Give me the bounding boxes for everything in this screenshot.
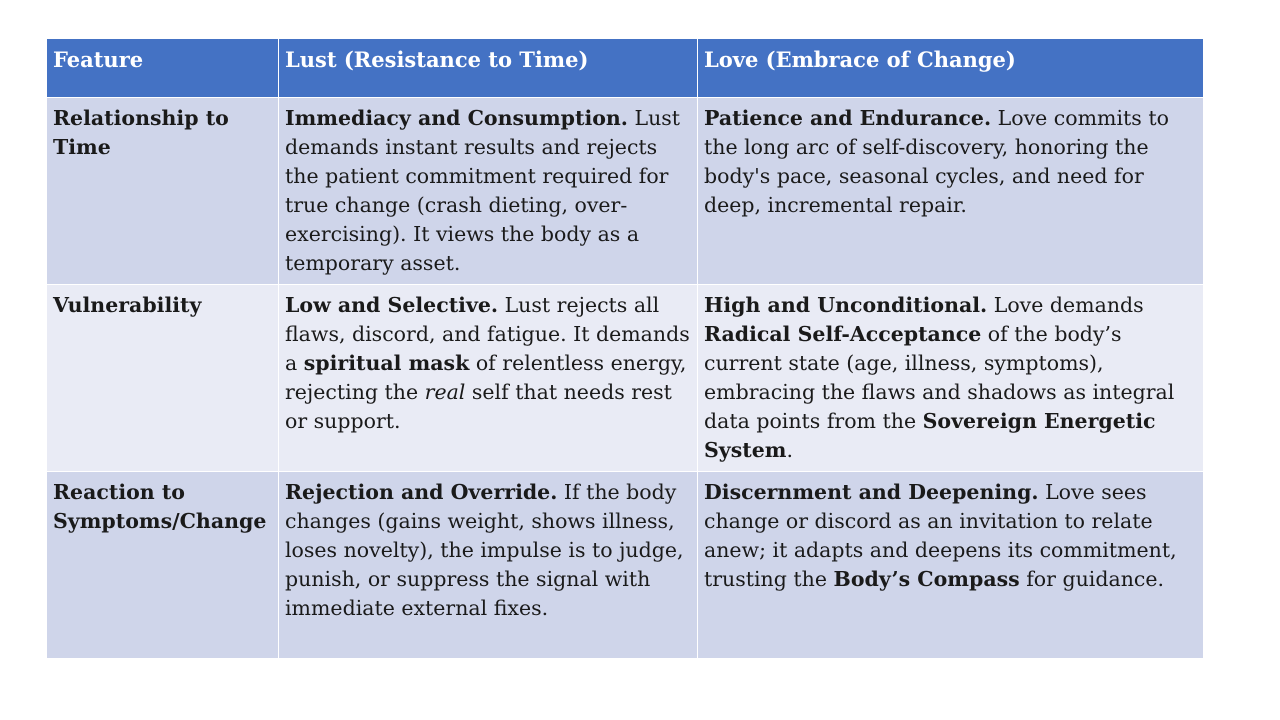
- lust-text: of relentless energy, rejecting the: [285, 351, 687, 404]
- feature-cell: Reaction to Symptoms/Change: [47, 472, 279, 659]
- header-row: [47, 39, 1204, 98]
- love-text: Love demands: [987, 293, 1144, 317]
- love-emphasis: Body’s Compass: [833, 567, 1020, 591]
- love-text: Love sees change or discord as an invitation to relate anew; it adapts and deepens its commitment, trusting the: [704, 480, 1177, 591]
- header-love: Love (Embrace of Change): [698, 39, 1204, 98]
- love-cell: [698, 285, 1204, 472]
- lust-text: If the body changes (gains weight, shows illness, loses novelty), the impulse is to judge, punish, or suppress the signal with immediate external fixes.: [285, 480, 684, 620]
- table-row: [47, 285, 1204, 472]
- header-feature: Feature: [47, 39, 279, 98]
- love-text: of the body’s current state (age, illness, symptoms), embracing the flaws and shadows as integral data points from the: [704, 322, 1175, 433]
- header-lust: Lust (Resistance to Time): [279, 39, 698, 98]
- love-text: Love commits to the long arc of self-discovery, honoring the body's pace, seasonal cycles, and need for deep, incremental repair.: [704, 106, 1169, 217]
- lust-cell: [279, 285, 698, 472]
- lust-text: Lust rejects all flaws, discord, and fatigue. It demands a: [285, 293, 690, 375]
- love-heading: Discernment and Deepening.: [704, 480, 1039, 504]
- comparison-table: [46, 38, 1204, 659]
- feature-cell: Relationship to Time: [47, 98, 279, 285]
- love-heading: High and Unconditional.: [704, 293, 988, 317]
- table-row: [47, 472, 1204, 659]
- lust-text: self that needs rest or support.: [285, 380, 672, 433]
- love-emphasis: Sovereign Energetic System: [704, 409, 1156, 462]
- lust-emphasis: spiritual mask: [303, 351, 470, 375]
- lust-text: Lust demands instant results and rejects the patient commitment required for true change (crash dieting, over-exercising). It views the body as a temporary asset.: [285, 106, 681, 275]
- love-emphasis: Radical Self-Acceptance: [704, 322, 982, 346]
- love-text: for guidance.: [1019, 567, 1165, 591]
- table-row: [47, 98, 1204, 285]
- lust-heading: Low and Selective.: [285, 293, 499, 317]
- lust-heading: Immediacy and Consumption.: [285, 106, 628, 130]
- love-cell: [698, 98, 1204, 285]
- feature-cell: Vulnerability: [47, 285, 279, 472]
- lust-italic: real: [424, 380, 466, 404]
- lust-cell: [279, 98, 698, 285]
- love-cell: [698, 472, 1204, 659]
- lust-cell: [279, 472, 698, 659]
- love-heading: Patience and Endurance.: [704, 106, 992, 130]
- lust-heading: Rejection and Override.: [285, 480, 558, 504]
- love-text: .: [786, 438, 793, 462]
